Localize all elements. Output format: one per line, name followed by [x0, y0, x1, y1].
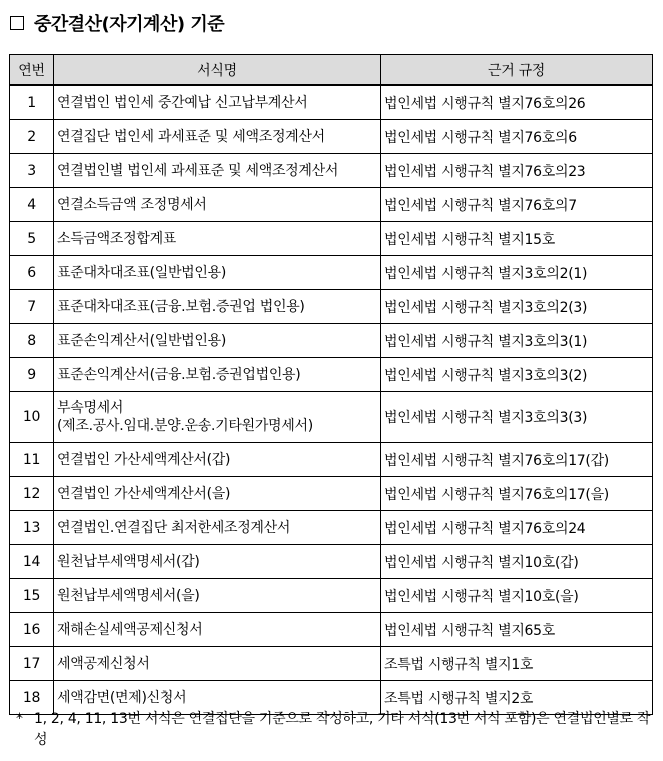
cell-no: 4 — [10, 188, 54, 222]
cell-legal-basis: 법인세법 시행규칙 별지76호의24 — [381, 511, 653, 545]
table-row — [10, 222, 653, 256]
header-no: 연번 — [10, 55, 54, 86]
footnote-mark: * — [16, 711, 23, 727]
cell-no: 7 — [10, 290, 54, 324]
table-row — [10, 358, 653, 392]
cell-no: 2 — [10, 120, 54, 154]
footnote — [16, 709, 652, 751]
table-row — [10, 85, 653, 120]
cell-form-name: 표준대차대조표(일반법인용) — [54, 256, 381, 290]
cell-form-name: 연결집단 법인세 과세표준 및 세액조정계산서 — [54, 120, 381, 154]
cell-legal-basis: 조특법 시행규칙 별지2호 — [381, 681, 653, 715]
cell-legal-basis: 조특법 시행규칙 별지1호 — [381, 647, 653, 681]
cell-no: 8 — [10, 324, 54, 358]
cell-no: 18 — [10, 681, 54, 715]
cell-form-name: 표준손익계산서(일반법인용) — [54, 324, 381, 358]
cell-legal-basis: 법인세법 시행규칙 별지3호의3(1) — [381, 324, 653, 358]
cell-legal-basis: 법인세법 시행규칙 별지76호의7 — [381, 188, 653, 222]
cell-form-name: 표준대차대조표(금융.보험.증권업 법인용) — [54, 290, 381, 324]
cell-form-name: 재해손실세액공제신청서 — [54, 613, 381, 647]
header-form-name: 서식명 — [54, 55, 381, 86]
table-row — [10, 188, 653, 222]
forms-table — [9, 54, 653, 715]
table-row — [10, 256, 653, 290]
cell-no: 5 — [10, 222, 54, 256]
footnote-text: 1, 2, 4, 11, 13번 서식은 연결집단을 기준으로 작성하고, 기타 서식(13번 서식 포함)은 연결법인별로 작성 — [34, 711, 651, 748]
cell-no: 10 — [10, 392, 54, 443]
cell-legal-basis: 법인세법 시행규칙 별지76호의17(갑) — [381, 443, 653, 477]
table-row — [10, 613, 653, 647]
cell-legal-basis: 법인세법 시행규칙 별지3호의3(2) — [381, 358, 653, 392]
cell-form-name: 원천납부세액명세서(을) — [54, 579, 381, 613]
cell-form-name: 표준손익계산서(금융.보험.증권업법인용) — [54, 358, 381, 392]
cell-no: 9 — [10, 358, 54, 392]
cell-no: 12 — [10, 477, 54, 511]
checkbox-square-icon — [10, 16, 24, 30]
cell-form-name: 세액감면(면제)신청서 — [54, 681, 381, 715]
table-row — [10, 154, 653, 188]
title-text: 중간결산(자기계산) 기준 — [34, 14, 225, 35]
cell-form-name: 원천납부세액명세서(갑) — [54, 545, 381, 579]
cell-form-name: 연결법인 가산세액계산서(을) — [54, 477, 381, 511]
table-row — [10, 545, 653, 579]
header-legal-basis: 근거 규정 — [381, 55, 653, 86]
cell-legal-basis: 법인세법 시행규칙 별지3호의3(3) — [381, 392, 653, 443]
cell-form-name: 연결소득금액 조정명세서 — [54, 188, 381, 222]
table-row — [10, 477, 653, 511]
table-row — [10, 647, 653, 681]
cell-legal-basis: 법인세법 시행규칙 별지76호의26 — [381, 85, 653, 120]
table-row — [10, 443, 653, 477]
cell-no: 16 — [10, 613, 54, 647]
cell-form-name: 부속명세서 (제조.공사.임대.분양.운송.기타원가명세서) — [54, 392, 381, 443]
table-row — [10, 324, 653, 358]
cell-legal-basis: 법인세법 시행규칙 별지76호의6 — [381, 120, 653, 154]
cell-form-name: 연결법인 가산세액계산서(갑) — [54, 443, 381, 477]
table-body — [10, 85, 653, 715]
cell-legal-basis: 법인세법 시행규칙 별지76호의23 — [381, 154, 653, 188]
cell-legal-basis: 법인세법 시행규칙 별지10호(을) — [381, 579, 653, 613]
table-row — [10, 392, 653, 443]
cell-no: 17 — [10, 647, 54, 681]
cell-no: 1 — [10, 85, 54, 120]
cell-no: 14 — [10, 545, 54, 579]
cell-no: 13 — [10, 511, 54, 545]
table-row — [10, 579, 653, 613]
table-row — [10, 511, 653, 545]
cell-legal-basis: 법인세법 시행규칙 별지3호의2(1) — [381, 256, 653, 290]
cell-no: 15 — [10, 579, 54, 613]
cell-legal-basis: 법인세법 시행규칙 별지3호의2(3) — [381, 290, 653, 324]
table-row — [10, 290, 653, 324]
cell-form-name: 연결법인.연결집단 최저한세조정계산서 — [54, 511, 381, 545]
cell-no: 6 — [10, 256, 54, 290]
cell-no: 3 — [10, 154, 54, 188]
cell-legal-basis: 법인세법 시행규칙 별지15호 — [381, 222, 653, 256]
table-row — [10, 120, 653, 154]
cell-form-name: 소득금액조정합계표 — [54, 222, 381, 256]
cell-no: 11 — [10, 443, 54, 477]
cell-legal-basis: 법인세법 시행규칙 별지65호 — [381, 613, 653, 647]
cell-form-name: 연결법인 법인세 중간예납 신고납부계산서 — [54, 85, 381, 120]
cell-form-name: 세액공제신청서 — [54, 647, 381, 681]
cell-legal-basis: 법인세법 시행규칙 별지76호의17(을) — [381, 477, 653, 511]
cell-legal-basis: 법인세법 시행규칙 별지10호(갑) — [381, 545, 653, 579]
section-title — [10, 8, 224, 38]
table-header-row — [10, 55, 653, 86]
cell-form-name: 연결법인별 법인세 과세표준 및 세액조정계산서 — [54, 154, 381, 188]
